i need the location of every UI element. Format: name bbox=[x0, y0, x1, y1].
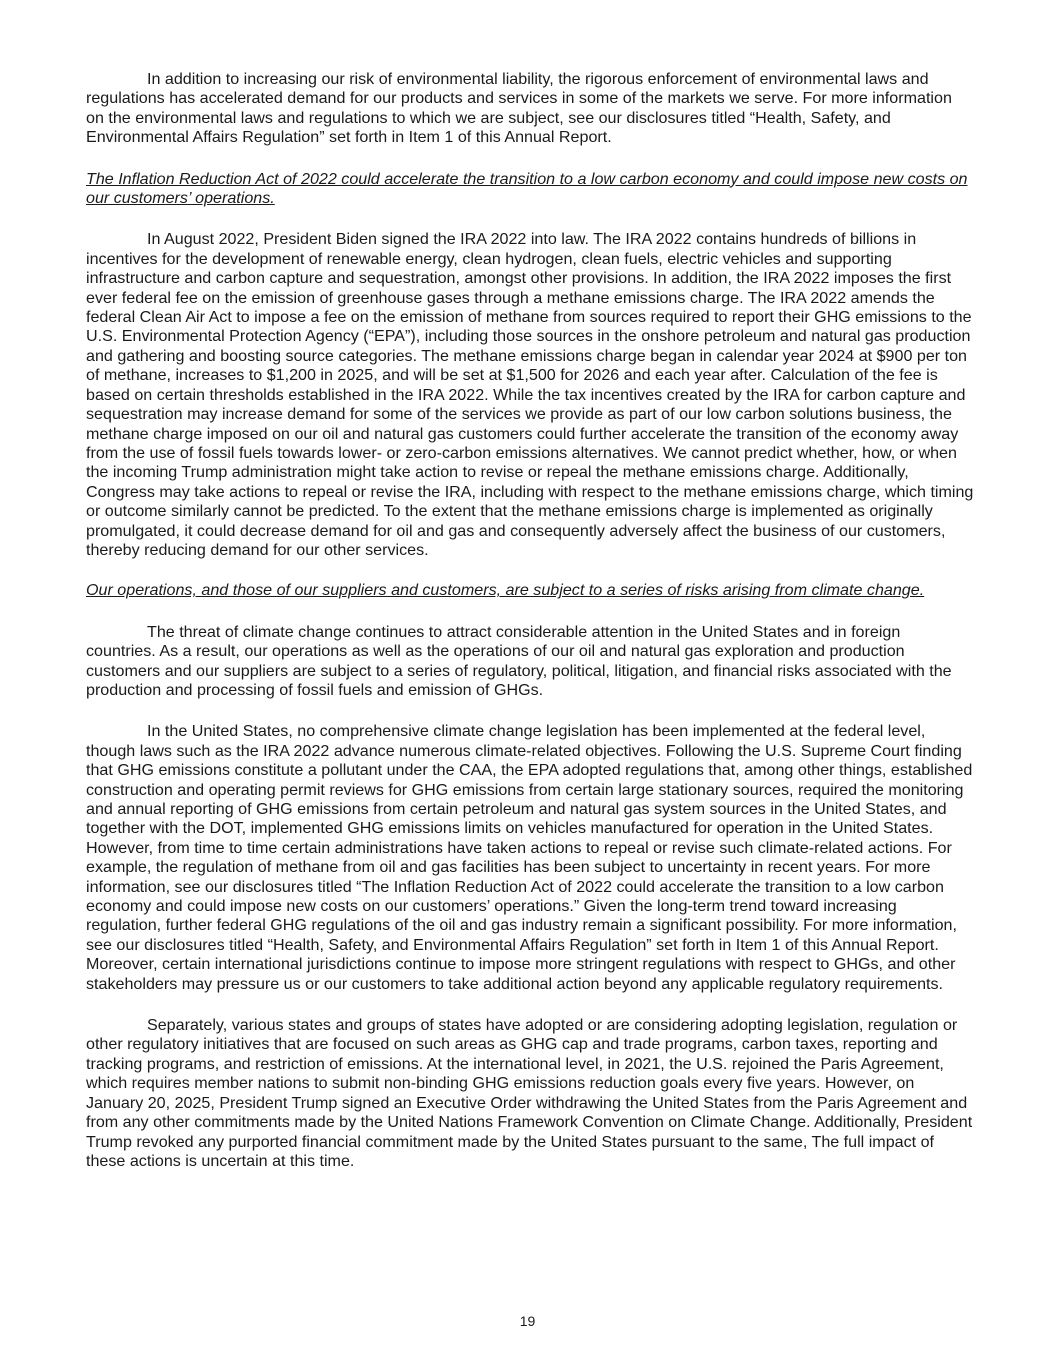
heading-inflation-reduction-act: The Inflation Reduction Act of 2022 could accelerate the transition to a low carbon economy and could impose new costs on our customers’ operations. bbox=[86, 169, 968, 208]
heading-climate-change-risks: Our operations, and those of our suppliers and customers, are subject to a series of risks arising from climate change. bbox=[86, 581, 925, 600]
paragraph-environmental-liability: In addition to increasing our risk of environmental liability, the rigorous enforcement of environmental laws and regulations has accelerated demand for our products and services in some of the markets we serve. For more information on the environmental laws and regulations to which we are subject, see our disclosures titled “Health, Safety, and Environmental Affairs Regulation” set forth in Item 1 of this Annual Report. bbox=[86, 70, 952, 147]
page-number: 19 bbox=[519, 1313, 536, 1329]
document-body bbox=[86, 70, 974, 1171]
paragraph-ira-2022: In August 2022, President Biden signed the IRA 2022 into law. The IRA 2022 contains hundreds of billions in incentives for the development of renewable energy, clean hydrogen, clean fuels, electric vehicles and supporting infrastructure and carbon capture and sequestration, amongst other provisions. In addition, the IRA 2022 imposes the first ever federal fee on the emission of greenhouse gases through a methane emissions charge. The IRA 2022 amends the federal Clean Air Act to impose a fee on the emission of methane from sources required to report their GHG emissions to the U.S. Environmental Protection Agency (“EPA”), including those sources in the onshore petroleum and natural gas production and gathering and boosting source categories. The methane emissions charge began in calendar year 2024 at $900 per ton of methane, increases to $1,200 in 2025, and will be set at $1,500 for 2026 and each year after. Calculation of the fee is based on certain thresholds established in the IRA 2022. While the tax incentives created by the IRA for carbon capture and sequestration may increase demand for some of the services we provide as part of our low carbon solutions business, the methane charge imposed on our oil and natural gas customers could further accelerate the transition of the economy away from the use of fossil fuels towards lower- or zero-carbon emissions alternatives. We cannot predict whether, how, or when the incoming Trump administration might take action to revise or repeal the methane emissions charge. Additionally, Congress may take actions to repeal or revise the IRA, including with respect to the methane emissions charge, which timing or outcome similarly cannot be predicted. To the extent that the methane emissions charge is implemented as originally promulgated, it could decrease demand for oil and gas and consequently adversely affect the business of our customers, thereby reducing demand for our other services. bbox=[86, 230, 974, 559]
paragraph-states-and-paris-agreement: Separately, various states and groups of states have adopted or are considering adopting legislation, regulation or other regulatory initiatives that are focused on such areas as GHG cap and trade programs, carbon taxes, reporting and tracking programs, and restriction of emissions. At the international level, in 2021, the U.S. rejoined the Paris Agreement, which requires member nations to submit non-binding GHG emissions reduction goals every five years. However, on January 20, 2025, President Trump signed an Executive Order withdrawing the United States from the Paris Agreement and from any other commitments made by the United Nations Framework Convention on Climate Change. Additionally, President Trump revoked any purported financial commitment made by the United States pursuant to the same, The full impact of these actions is uncertain at this time. bbox=[86, 1016, 973, 1170]
paragraph-climate-change-threat: The threat of climate change continues to attract considerable attention in the United States and in foreign countries. As a result, our operations as well as the operations of our oil and natural gas exploration and production customers and our suppliers are subject to a series of regulatory, political, litigation, and financial risks associated with the production and processing of fossil fuels and emission of GHGs. bbox=[86, 622, 952, 699]
paragraph-us-climate-legislation: In the United States, no comprehensive climate change legislation has been implemented at the federal level, though laws such as the IRA 2022 advance numerous climate-related objectives. Following the U.S. Supreme Court finding that GHG emissions constitute a pollutant under the CAA, the EPA adopted regulations that, among other things, established construction and operating permit reviews for GHG emissions from certain large stationary sources, required the monitoring and annual reporting of GHG emissions from certain petroleum and natural gas system sources in the United States, and together with the DOT, implemented GHG emissions limits on vehicles manufactured for operation in the United States. However, from time to time certain administrations have taken actions to repeal or revise such climate-related actions. For example, the regulation of methane from oil and gas facilities has been subject to uncertainty in recent years. For more information, see our disclosures titled “The Inflation Reduction Act of 2022 could accelerate the transition to a low carbon economy and could impose new costs on our customers’ operations.” Given the long-term trend toward increasing regulation, further federal GHG regulations of the oil and gas industry remain a significant possibility. For more information, see our disclosures titled “Health, Safety, and Environmental Affairs Regulation” set forth in Item 1 of this Annual Report. Moreover, certain international jurisdictions continue to impose more stringent regulations with respect to GHGs, and other stakeholders may pressure us or our customers to take additional action beyond any applicable regulatory requirements. bbox=[86, 722, 973, 993]
